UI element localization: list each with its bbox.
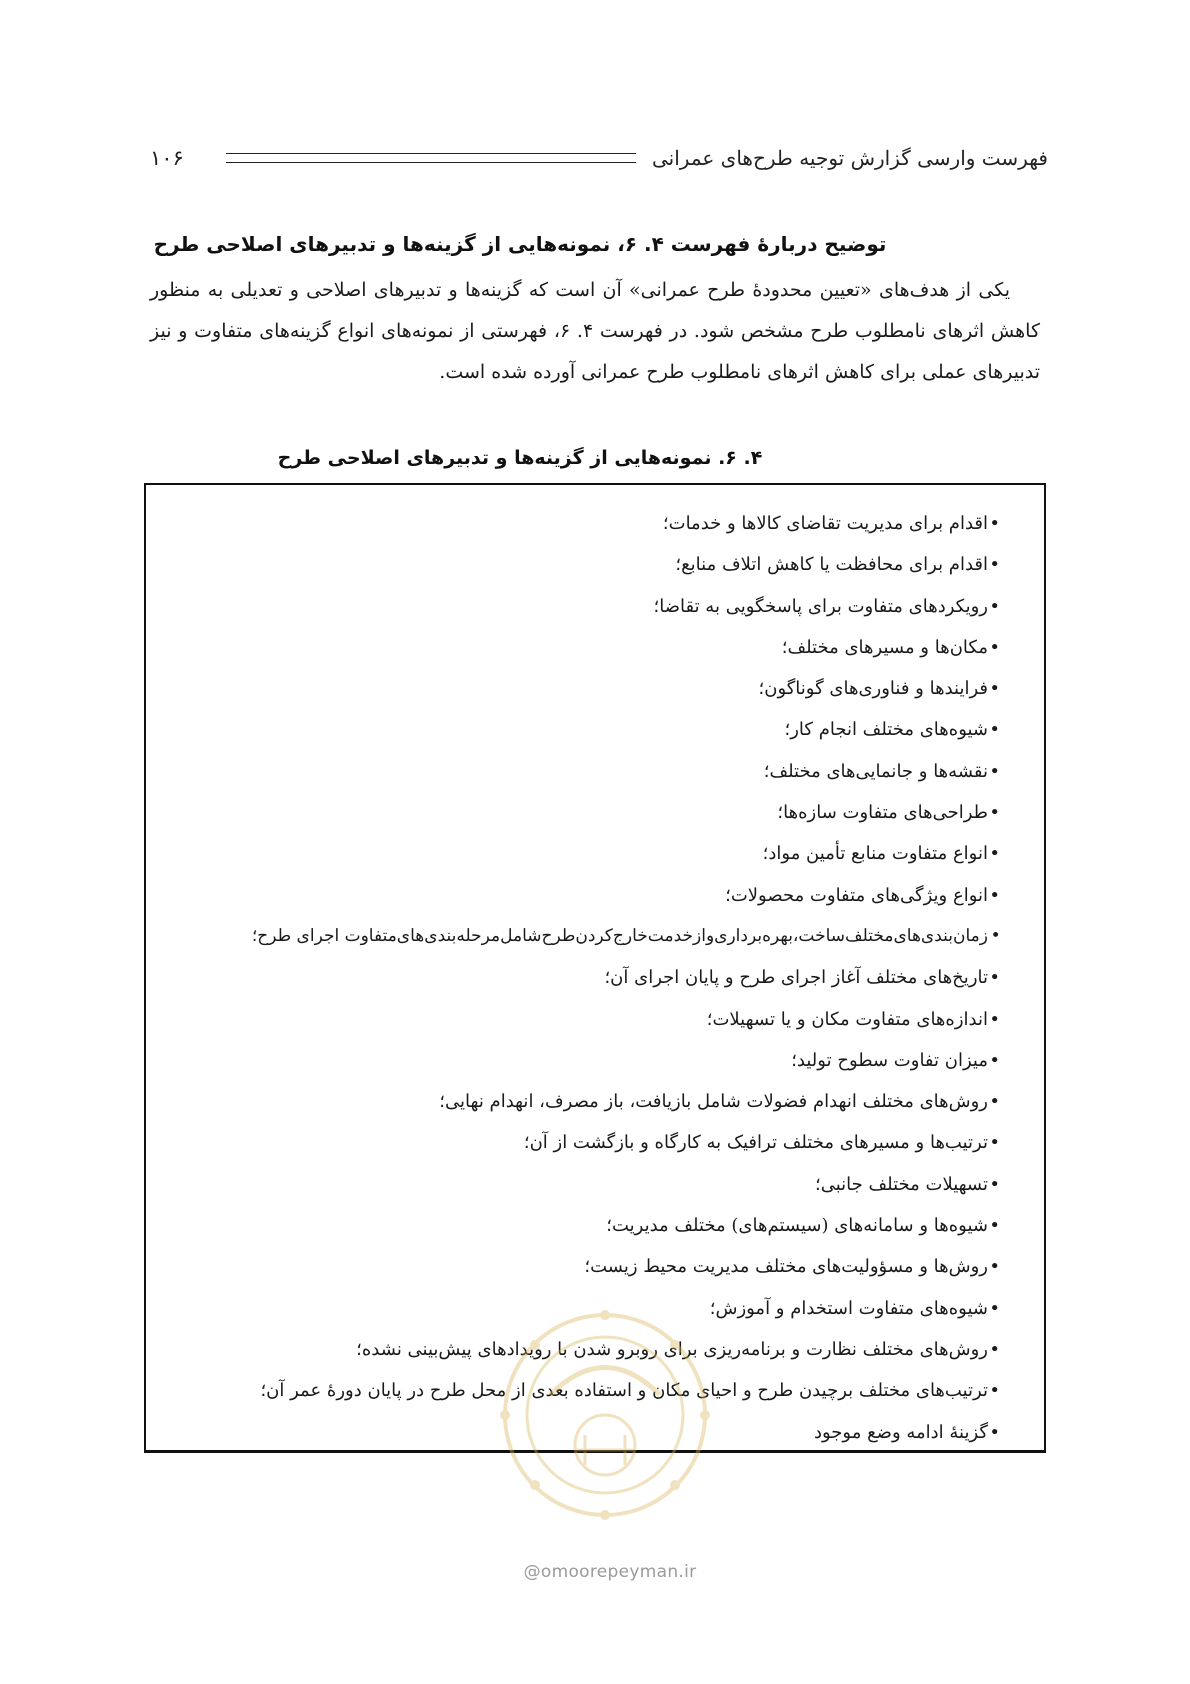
list-item — [156, 544, 1000, 585]
list-item-text: اقدام برای محافظت یا کاهش اتلاف منابع؛ — [675, 554, 988, 576]
list-item-text: روش‌های مختلف انهدام فضولات شامل بازیافت، باز مصرف، انهدام نهایی؛ — [439, 1091, 988, 1113]
list-item — [156, 1164, 1000, 1205]
page-number: ۱۰۶ — [150, 146, 184, 170]
list-item — [156, 709, 1000, 750]
bullet-icon: • — [989, 1173, 1000, 1195]
list-item — [156, 503, 1000, 544]
checklist-box — [144, 483, 1046, 1453]
bullet-icon: • — [989, 1338, 1000, 1360]
list-item — [156, 1246, 1000, 1287]
list-item-text: میزان تفاوت سطوح تولید؛ — [791, 1049, 988, 1071]
list-item-text: روش‌های مختلف نظارت و برنامه‌ریزی برای روبرو شدن با رویدادهای پیش‌بینی نشده؛ — [356, 1338, 988, 1360]
bullet-icon: • — [989, 1132, 1000, 1154]
list-item-text: انواع متفاوت منابع تأمین مواد؛ — [762, 843, 988, 865]
list-item-text: ترتیب‌های مختلف برچیدن طرح و احیای مکان و استفاده بعدی از محل طرح در پایان دورهٔ عمر آن؛ — [260, 1380, 988, 1402]
list-item-text: تسهیلات مختلف جانبی؛ — [815, 1173, 988, 1195]
bullet-icon: • — [989, 967, 1000, 989]
list-item-text: شیوه‌های متفاوت استخدام و آموزش؛ — [709, 1297, 988, 1319]
bullet-icon: • — [989, 513, 1000, 534]
list-item — [156, 1329, 1000, 1370]
list-item-text: اندازه‌های متفاوت مکان و یا تسهیلات؛ — [706, 1008, 988, 1030]
list-item — [156, 1081, 1000, 1122]
box-title: ۴. ۶. نمونه‌هایی از گزینه‌ها و تدبیرهای اصلاحی طرح — [277, 447, 763, 469]
list-item — [156, 1122, 1000, 1163]
bullet-icon: • — [989, 884, 1000, 906]
list-item-text: ترتیب‌ها و مسیرهای مختلف ترافیک به کارگاه و بازگشت از آن؛ — [523, 1132, 988, 1154]
list-item — [156, 1412, 1000, 1453]
bullet-icon: • — [989, 843, 1000, 865]
list-item-text: فرایندها و فناوری‌های گوناگون؛ — [758, 678, 988, 700]
watermark-text: @omoorepeyman.ir — [523, 1562, 697, 1582]
page-header — [150, 138, 1048, 178]
list-item — [156, 875, 1000, 916]
list-item-text: روش‌ها و مسؤولیت‌های مختلف مدیریت محیط زیست؛ — [584, 1256, 988, 1278]
list-item — [156, 957, 1000, 998]
list-item — [156, 668, 1000, 709]
intro-paragraph: یکی از هدف‌های «تعیین محدودهٔ طرح عمرانی» آن است که گزینه‌ها و تدبیرهای اصلاحی و تعدیلی به منظور کاهش اثرهای نامطلوب طرح مشخص شود. در فهرست ۴. ۶، فهرستی از نمونه‌های انواع گزینه‌های متفاوت و نیز تدبیرهای عملی برای کاهش اثرهای نامطلوب طرح عمرانی آورده شده است. — [150, 279, 1040, 383]
list-item — [156, 627, 1000, 668]
list-item-text: زمان‌بندی‌های‌مختلف‌ساخت،بهره‌برداری‌واز‌خدمت‌خارج‌کردن‌طرح‌شامل‌مرحله‌بندی‌های‌متفاوت اجرای طرح؛ — [251, 925, 988, 946]
bullet-icon: • — [989, 1380, 1000, 1402]
list-item — [156, 1040, 1000, 1081]
header-double-rule — [226, 153, 636, 163]
bullet-icon: • — [989, 1297, 1000, 1319]
list-item — [156, 833, 1000, 874]
bullet-icon: • — [989, 802, 1000, 824]
bullet-icon: • — [989, 595, 1000, 617]
bullet-icon: • — [989, 1049, 1000, 1071]
checklist — [146, 485, 1044, 1453]
bullet-icon: • — [989, 719, 1000, 741]
bullet-icon: • — [989, 1256, 1000, 1278]
list-item — [156, 916, 1000, 957]
list-item — [156, 586, 1000, 627]
list-item-text: نقشه‌ها و جانمایی‌های مختلف؛ — [763, 760, 988, 782]
list-item-text: طراحی‌های متفاوت سازه‌ها؛ — [777, 802, 988, 824]
list-item — [156, 792, 1000, 833]
list-item-text: تاریخ‌های مختلف آغاز اجرای طرح و پایان اجرای آن؛ — [604, 967, 988, 989]
list-item-text: شیوه‌های مختلف انجام کار؛ — [784, 719, 988, 741]
bullet-icon: • — [989, 1421, 1000, 1443]
bullet-icon: • — [989, 636, 1000, 658]
list-item — [156, 999, 1000, 1040]
list-item — [156, 1288, 1000, 1329]
section-title: توضیح دربارهٔ فهرست ۴. ۶، نمونه‌هایی از گزینه‌ها و تدبیرهای اصلاحی طرح — [153, 232, 887, 256]
list-item-text: گزینهٔ ادامه وضع موجود — [813, 1421, 988, 1443]
bullet-icon: • — [989, 1091, 1000, 1113]
bullet-icon: • — [989, 1215, 1000, 1237]
bullet-icon: • — [989, 554, 1000, 576]
list-item-text: شیوه‌ها و سامانه‌های (سیستم‌های) مختلف مدیریت؛ — [606, 1215, 988, 1237]
list-item-text: انواع ویژگی‌های متفاوت محصولات؛ — [725, 884, 988, 906]
bullet-icon: • — [989, 678, 1000, 700]
list-item-text: اقدام برای مدیریت تقاضای کالاها و خدمات؛ — [662, 513, 988, 534]
running-title: فهرست وارسی گزارش توجیه طرح‌های عمرانی — [652, 146, 1048, 170]
bullet-icon: • — [989, 760, 1000, 782]
list-item — [156, 1370, 1000, 1411]
list-item — [156, 751, 1000, 792]
list-item-text: مکان‌ها و مسیرهای مختلف؛ — [781, 636, 988, 658]
bullet-icon: • — [989, 1008, 1000, 1030]
bullet-icon: • — [990, 925, 1000, 946]
list-item-text: رویکردهای متفاوت برای پاسخگویی به تقاضا؛ — [653, 595, 988, 617]
list-item — [156, 1205, 1000, 1246]
